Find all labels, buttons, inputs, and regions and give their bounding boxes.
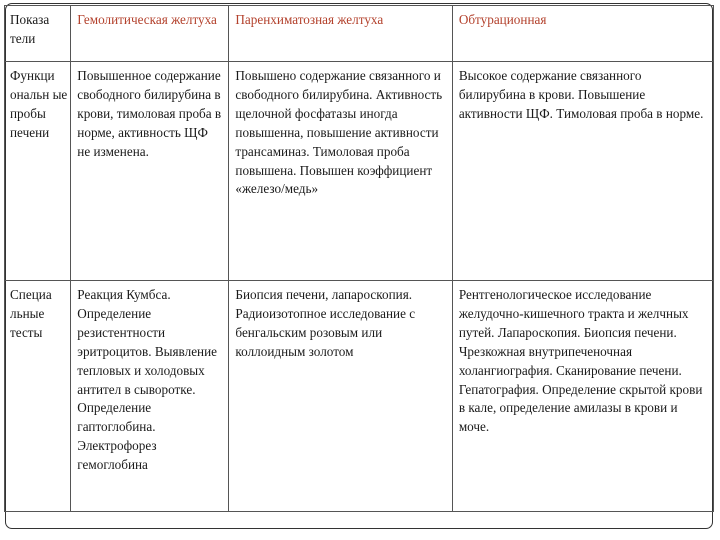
cell-parenchymal-function-tests: Повышено содержание связанного и свободного билирубина. Активность щелочной фосфатазы иногда повышенна, повышение активности трансаминаз. Тимоловая проба повышена. Повышен коэффициент «железо/медь» xyxy=(229,62,452,281)
header-hemolytic-jaundice: Гемолитическая желтуха xyxy=(71,6,229,62)
cell-obstructive-special-tests: Рентгенологическое исследование желудочно-кишечного тракта и желчных путей. Лапароскопия. Биопсия печени. Чрезкожная внутрипеченочная холангиография. Сканирование печени. Гепатография. Определение скрытой крови в кале, определение амилазы в крови и моче. xyxy=(452,281,713,512)
row-label-special-tests: Специа льные тесты xyxy=(5,281,71,512)
table-row xyxy=(5,62,714,281)
row-label-liver-function-tests: Функци ональн ые пробы печени xyxy=(5,62,71,281)
cell-hemolytic-special-tests: Реакция Кумбса. Определение резистентности эритроцитов. Выявление тепловых и холодовых антител в сыворотке. Определение гаптоглобина. Электрофорез гемоглобина xyxy=(71,281,229,512)
cell-obstructive-function-tests: Высокое содержание связанного билирубина в крови. Повышение активности ЩФ. Тимоловая проба в норме. xyxy=(452,62,713,281)
header-indicators: Показа тели xyxy=(5,6,71,62)
table-header-row xyxy=(5,6,714,62)
table-row xyxy=(5,281,714,512)
cell-hemolytic-function-tests: Повышенное содержание свободного билирубина в крови, тимоловая проба в норме, активность ЩФ не изменена. xyxy=(71,62,229,281)
jaundice-comparison-table xyxy=(4,5,714,512)
cell-parenchymal-special-tests: Биопсия печени, лапароскопия. Радиоизотопное исследование с бенгальским розовым или коллоидным золотом xyxy=(229,281,452,512)
header-obstructive-jaundice: Обтурационная xyxy=(452,6,713,62)
header-parenchymal-jaundice: Паренхиматозная желтуха xyxy=(229,6,452,62)
